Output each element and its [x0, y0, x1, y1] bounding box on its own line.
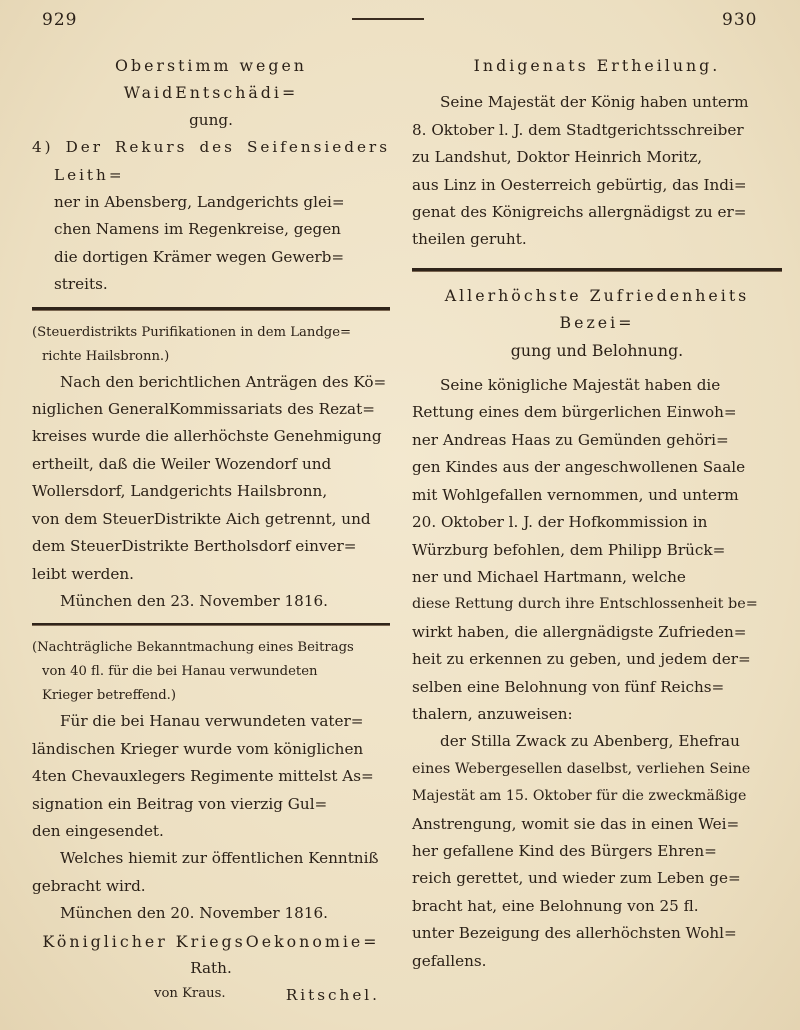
sec3-text: 4ten Chevauxlegers Regimente mittelst As=	[32, 767, 374, 786]
sec2-title: (Steuerdistrikts Purifikationen in dem Landge=	[32, 324, 352, 340]
sec2-date: München den 23. November 1816.	[60, 591, 328, 610]
item4-line: streits.	[54, 275, 108, 294]
sec3-title: (Nachträgliche Bekanntmachung eines Beitrags	[32, 640, 354, 656]
sec3-text: Welches hiemit zur öffentlichen Kenntniß	[60, 849, 379, 868]
sec3-text: signation ein Beitrag von vierzig Gul=	[32, 794, 328, 813]
sec2-title: Allerhöchste Zufriedenheits Bezei=	[444, 285, 750, 333]
sec2-text: dem SteuerDistrikte Bertholsdorf einver=	[32, 537, 357, 556]
sec2-text: Nach den berichtlichen Anträgen des Kö=	[60, 372, 387, 391]
section-divider	[32, 307, 390, 311]
sec2-text: mit Wohlgefallen vernommen, und unterm	[412, 485, 739, 504]
right-column	[412, 52, 782, 975]
sec1-text: genat des Königreichs allergnädigst zu er=	[412, 203, 747, 222]
sec2-text: Anstrengung, womit sie das in einen Wei=	[412, 814, 740, 833]
sec3-date: München den 20. November 1816.	[60, 904, 328, 923]
sec3-text: den eingesendet.	[32, 821, 164, 840]
sec2-text: 20. Oktober l. J. der Hofkommission in	[412, 513, 708, 532]
page-number-right: 930	[722, 10, 758, 30]
sec2-text: von dem SteuerDistrikte Aich getrennt, und	[32, 509, 371, 528]
sec1-text: Seine Majestät der König haben unterm	[440, 93, 749, 112]
sec2-text: her gefallene Kind des Bürgers Ehren=	[412, 841, 717, 860]
page-number-left: 929	[42, 10, 78, 30]
sec2-text: Seine königliche Majestät haben die	[440, 376, 721, 395]
sec2-text: kreises wurde die allerhöchste Genehmigung	[32, 427, 382, 446]
item1-title: Oberstimm wegen WaidEntschädi=	[115, 56, 307, 103]
item4-line: 4) Der Rekurs des Seifensieders Leith=	[32, 138, 390, 184]
item4-line: die dortigen Krämer wegen Gewerb=	[54, 247, 345, 266]
sec2-text: gefallens.	[412, 951, 487, 970]
sec1-text: 8. Oktober l. J. dem Stadtgerichtsschreiber	[412, 120, 744, 139]
section-divider	[32, 623, 390, 626]
sec1-text: aus Linz in Oesterreich gebürtig, das Indi=	[412, 175, 747, 194]
sec3-text: gebracht wird.	[32, 876, 146, 895]
sec2-text: niglichen GeneralKommissariats des Rezat=	[32, 400, 375, 419]
sec2-text: diese Rettung durch ihre Entschlossenheit be=	[412, 596, 758, 613]
sec2-text: eines Webergesellen daselbst, verliehen Seine	[412, 760, 751, 777]
left-column	[32, 52, 390, 1010]
sec2-text: gen Kindes aus der angeschwollenen Saale	[412, 458, 746, 477]
sec2-text: selben eine Belohnung von fünf Reichs=	[412, 677, 725, 696]
sec2-text: reich gerettet, und wieder zum Leben ge=	[412, 869, 741, 888]
sec2-text: unter Bezeigung des allerhöchsten Wohl=	[412, 924, 737, 943]
sec2-text: thalern, anzuweisen:	[412, 704, 573, 723]
sec2-text: ner Andreas Haas zu Gemünden gehöri=	[412, 430, 729, 449]
sec3-text: ländischen Krieger wurde vom königlichen	[32, 739, 364, 758]
sec2-text: wirkt haben, die allergnädigste Zufrieden=	[412, 622, 747, 641]
sec3-authority: Königlicher KriegsOekonomie=	[42, 931, 380, 951]
item4-line: chen Namens im Regenkreise, gegen	[54, 220, 341, 239]
signature-kraus: von Kraus.	[154, 986, 226, 1002]
sec1-text: zu Landshut, Doktor Heinrich Moritz,	[412, 148, 703, 167]
sec1-title: Indigenats Ertheilung.	[473, 56, 721, 75]
sec2-text: ner und Michael Hartmann, welche	[412, 567, 686, 586]
header-rule	[352, 18, 424, 20]
signature-ritschel: Ritschel.	[285, 986, 380, 1005]
sec3-title-cont: Krieger betreffend.)	[42, 688, 177, 704]
sec2-text: Rettung eines dem bürgerlichen Einwoh=	[412, 403, 737, 422]
item1-title-cont: gung.	[189, 110, 233, 129]
sec2-text: heit zu erkennen zu geben, und jedem der=	[412, 650, 751, 669]
sec3-title-cont: von 40 fl. für die bei Hanau verwundeten	[42, 664, 318, 680]
sec3-authority-cont: Rath.	[190, 958, 232, 977]
sec2-text: bracht hat, eine Belohnung von 25 fl.	[412, 896, 699, 915]
sec2-text: Wollersdorf, Landgerichts Hailsbronn,	[32, 482, 328, 501]
signature-line	[32, 982, 390, 1009]
sec2-text: Würzburg befohlen, dem Philipp Brück=	[412, 540, 726, 559]
sec2-title-cont: gung und Belohnung.	[510, 340, 684, 360]
sec1-text: theilen geruht.	[412, 230, 527, 249]
sec2-text: der Stilla Zwack zu Abenberg, Ehefrau	[440, 732, 740, 751]
sec2-text: ertheilt, daß die Weiler Wozendorf und	[32, 454, 332, 473]
sec2-title-cont: richte Hailsbronn.)	[42, 348, 170, 364]
section-divider	[412, 268, 782, 272]
sec3-text: Für die bei Hanau verwundeten vater=	[60, 712, 364, 731]
sec2-text: leibt werden.	[32, 564, 134, 583]
sec2-text: Majestät am 15. Oktober für die zweckmäßige	[412, 788, 747, 805]
item4-line: ner in Abensberg, Landgerichts glei=	[54, 193, 345, 212]
